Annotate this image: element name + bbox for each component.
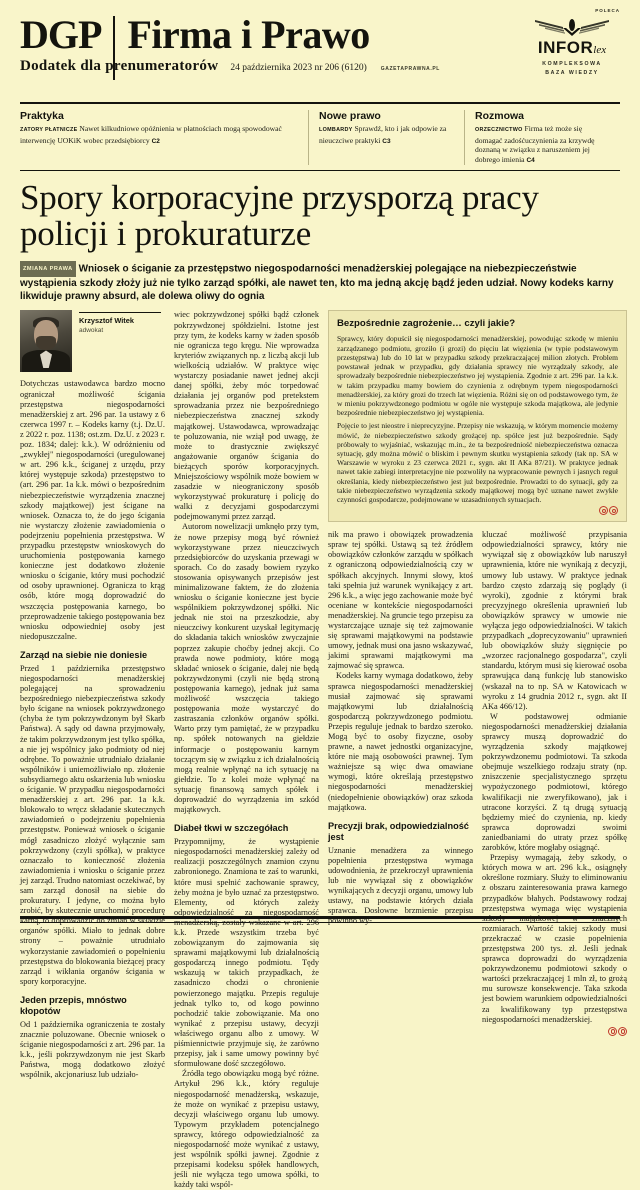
paragraph: Przed 1 października przestępstwo niegospodarności menadżerskiej polegającej na sprowadzeniu bezpośredniego niebezpieczeństwa szkody było ścigane na wniosek pokrzywdzonego (chyba że tym pokrzywdzonym był Skarb Państwa). A sądy od dawna przyjmowały, że takim pokrzywdzonym jest tylko spółka, a nie jej wspólnicy jako podmioty od niej odrębne. To poważnie utrudniało działanie wspólników i uniemożliwiało np. złożenie subsydiarnego aktu oskarżenia lub wniosku o ściganie. W przypadku niegospodarności menadżerskiej z art. 296 par. 1a k.k. blokowało to wręcz składanie skutecznych zawiadomień o podejrzeniu popełnienia przestępstw. Ponieważ wniosek o ściganie mógł zasadniczo złożyć wyłącznie sam pokrzywdzony (czyli spółka), w praktyce oznaczało to konieczność złożenia zawiadomienia i wniosku o ściganie przez jej zarząd. Trudno natomiast oczekiwać, by sam zarząd donosił na siebie do prokuratury. I jedyne, co można było zrobić, by skutecznie uruchomić procedurę karną, to doprowadzić do zmian w składzie organów spółki. Miało to jednak dobre strony – poważnie utrudniało wykorzystanie zawiadomień o popełnieniu przestępstwa do blokowania bieżącej pracy zarząd i wikłania organów ścigania w spory korporacyjne. bbox=[20, 663, 165, 986]
section-heading: Diabeł tkwi w szczegółach bbox=[174, 823, 289, 834]
teaser-heading: Nowe prawo bbox=[319, 110, 381, 122]
paragraph: Uznanie menadżera za winnego popełnienia przestępstwa wymaga udowodnienia, że przekroczył uprawnienia lub nie wywiązał się z obowiązków wynikających z decyzji organu, umowy lub ustawy, na podstawie których działa sprawca. Dosłowne brzmienie przepisu powinno wy- bbox=[328, 845, 473, 926]
copyright-circle-icon bbox=[609, 506, 618, 515]
masthead-subrow bbox=[20, 58, 440, 75]
article-columns-right bbox=[328, 310, 627, 1190]
teaser-kicker: ORZECZNICTWO bbox=[475, 127, 523, 133]
author-role: adwokat bbox=[79, 327, 104, 335]
article-column-1 bbox=[20, 310, 165, 1190]
byline-text bbox=[72, 310, 161, 372]
info-box-paragraph: Sprawcy, który dopuścił się niegospodarności menadżerskiej, powodując szkodę w mieniu zarządzanego podmiotu, groziło (i grozi) do pięciu lat więzienia (w typie podstawowym przestępstwa) lub do 10 lat w przypadku szkody przekraczającej milion złotych. Problem powstawał jednak w przypadku, gdy działania sprawcy nie wyrządzały szkody, ale sprowadzały bezpośrednie niebezpieczeństwo jej wystąpienia. Zgodnie z art. 296 par. 1a k.k. w takim przypadku mamy bowiem do czynienia z odrębnym typem niegospodarności menadżerskiej, za który grozi do trzech lat więzienia. Różni się on od podstawowego tym, że w mieniu pokrzywdzonego podmiotu w ogóle nie występuje szkoda majątkowa, ale jedynie bezpośrednie niebezpieczeństwo jej wystąpienia. bbox=[337, 334, 618, 418]
infor-tagline-1: KOMPLEKSOWA bbox=[542, 61, 602, 67]
copyright-mark-icon bbox=[337, 506, 618, 515]
author-photo bbox=[20, 310, 72, 372]
dgp-logo: DGP bbox=[20, 12, 102, 57]
teaser-text: Nawet kilkudniowe opóźnienia w płatnościach mogą spowodować interwencję UOKiK wobec przedsiębiorcy bbox=[20, 124, 282, 145]
teaser-kicker: ZATORY PŁATNICZE bbox=[20, 127, 78, 133]
teaser-kicker: LOMBARDY bbox=[319, 127, 353, 133]
article-lead bbox=[20, 261, 620, 303]
paragraph: Przepisy wymagają, żeby szkody, o których mowa w art. 296 k.k., osiągnęły określone rozmiary. Służy to eliminowaniu z obszaru zainteresowania prawa karnego przypadków błahych. Podstawowy rodzaj przestępstwa wymaga więc wystąpienia szkody majątkowej w znacznych rozmiarach. Wartość takiej szkody musi przekraczać w czasie popełnienia przestępstwa 200 tys. zł. Jeśli jednak sprawca doprowadzi do wyrządzenia pokrzywdzonemu podmiotowi szkody o wartości przekraczającej 1 mln zł, to grożą mu surowsze konsekwencje. Taka szkoda jest bowiem warunkiem odpowiedzialności za kwalifikowany typ przestępstwa niegospodarności menadżerskiej. bbox=[482, 853, 627, 1024]
photo-beard bbox=[36, 336, 56, 350]
teaser-heading: Rozmowa bbox=[475, 110, 525, 122]
paragraph: Autorom nowelizacji umknęło przy tym, że nowe przepisy mogą być również wykorzystywane przez nieuczciwych przedsiębiorców do uzyskania przewagi w sporach. Co do zasady bowiem ryzyko stosowania opisywanych przepisów jest minimalizowane faktem, że do złożenia wniosku o ściganie konieczne jest bycie wspólnikiem pokrzywdzonej spółki. Nic jednak nie stoi na przeszkodzie, aby nieuczciwy konkurent uzyskał legitymację do składania takich wniosków zwyczajnie poprzez zakupie choćby jednej akcji. Co prawda nowe podmioty, które mogą składać wniosek o ściganie, dalej nie będą pokrzywdzonymi (czyli nie będą stroną postępowania karnego), jednak już sama możliwość wszczęcia takiego postępowania może wystarczyć do zastraszania członków organów spółki. Warto przy tym pamiętać, że w przypadku np. spółek notowanych na giełdzie informacje o postępowaniu karnym toczącym się w związku z ich działalnością mogą realnie wpłynąć na ich sytuację na giełdzie. To z kolei może wpłynąć na sytuację finansową samych spółek i doprowadzić do wyrządzenia im szkód majątkowych. bbox=[174, 522, 319, 815]
masthead-subtitle: Dodatek dla prenumeratorów bbox=[20, 58, 219, 74]
article-body bbox=[20, 310, 627, 1190]
info-box-title: Bezpośrednie zagrożenie… czyli jakie? bbox=[337, 318, 516, 330]
infor-eagle-icon bbox=[533, 16, 611, 38]
paragraph: Dotychczas ustawodawca bardzo mocno ograniczał możliwość ścigania przestępstwa niegospodarności menadżerskiej z art. 296 par. 1a ustawy z 6 czerwca 1997 r. – Kodeks karny (t.j. Dz.U. z 2022 r. poz. 1138; ost.zm. Dz.U. z 2023 r. poz. 1834; dalej: k.k.). W odróżnieniu od „zwykłej" niegospodarności (uregulowanej w art. 296 k.k., ściganej z urzędu, przy której występuje szkoda) przestępstwo to (art. 296 par. 1a k.k. mówi o bezpośrednim niebezpieczeństwie wyrządzenia znacznej szkody majątkowej) jest ścigane na wniosek. Oznacza to, że do jego ścigania nie wystarczy złożenie zawiadomienia o podejrzeniu popełnienia przestępstwa. W przypadku przestępstw wnioskowych do uruchomienia postępowania karnego konieczne jest dodatkowo złożenie wniosku o ściganie, który musi pochodzić od osoby uprawnionej. Ogranicza to krąg osób, które mogą doprowadzić do wszczęcia postępowania karnego, bo przeprowadzenie takiego postępowania bez wniosku odpowiedniej osoby jest niedopuszczalne. bbox=[20, 379, 165, 641]
section-heading: Precyzji brak, odpowiedzialność jest bbox=[328, 820, 469, 842]
teaser-item[interactable] bbox=[20, 110, 308, 165]
infor-tagline-2: BAZA WIEDZY bbox=[545, 70, 599, 76]
teaser-page-ref[interactable]: C3 bbox=[382, 137, 391, 145]
teaser-text: Sprawdź, kto i jak odpowie za nieuczciwe praktyki bbox=[319, 124, 447, 145]
masthead-date: 24 października 2023 nr 206 (6120) bbox=[230, 63, 367, 73]
paragraph: Kodeks karny wymaga dodatkowo, żeby sprawca niegospodarności menadżerskiej musiał zajmować się sprawami majątkowymi lub działalnością gospodarczą pokrzywdzonego podmiotu. Przepis reguluje jednak to bardzo szeroko. Mogą być to osoby fizyczne, osoby prawne, a nawet jednostki organizacyjne, które nie mają osobowości prawnej. Tym ważniejsze są więc dwa omawiane wymogi, które określają przestępstwo niegospodarności menadżerskiej (niedopełnienie obowiązków) oraz szkoda majątkowa. bbox=[328, 671, 473, 812]
teaser-heading: Praktyka bbox=[20, 110, 64, 122]
article-column-2 bbox=[174, 310, 319, 1190]
paragraph: wiec pokrzywdzonej spółki bądź członek pokrzywdzonej spółdzielni. Istotne jest przy tym, że kodeks karny w żaden sposób nie ogranicza tego kręgu. Nie wprowadza kryteriów związanych np. z liczbą akcji lub wielkością udziałów. W praktyce więc wystarczy posiadanie nawet jednej akcji danej spółki, żeby móc torpedować działania jej organów pod pretekstem sprowadzania przez nie bezpośredniego niebezpieczeństwa znacznej szkody majątkowej. Ustawodawca, wprowadzając te poluzowania, nie wziął pod uwagę, że może to drastycznie zwiększyć angażowanie organów ścigania do bieżących sporów korporacyjnych. Mniejszościowy wspólnik może bowiem w zasadzie w nieograniczony sposób wykorzystywać prokuraturę i policję do walki z decyzjami gospodarczymi podejmowanymi przez zarząd. bbox=[174, 310, 319, 522]
footer-rule-thick bbox=[20, 916, 620, 919]
right-subcolumns bbox=[328, 530, 627, 1036]
paragraph: Źródła tego obowiązku mogą być różne. Artykuł 296 k.k., który reguluje niegospodarność menadżerską, wskazuje, że może on wynikać z przepisu ustawy, decyzji właściwego organu lub umowy. Typowym przykładem potencjalnego sprawcy, którego odpowiedzialność za niegospodarność może wynikać z ustawy, jest wspólnik spółki jawnej. Zgodnie z przepisami kodeksu spółek handlowych, jeśli nie wyłącza tego umowa spółki, to każdy taki wspól- bbox=[174, 1069, 319, 1190]
teaser-body bbox=[20, 124, 298, 146]
teaser-bar bbox=[20, 104, 620, 170]
section-heading: Jeden przepis, mnóstwo kłopotów bbox=[20, 994, 127, 1016]
byline bbox=[20, 310, 165, 372]
article-column-3 bbox=[328, 530, 473, 1036]
article-column-4 bbox=[482, 530, 627, 1036]
infor-lex: lex bbox=[593, 44, 607, 56]
poleca-label: POLECA bbox=[595, 8, 620, 13]
teaser-item[interactable] bbox=[464, 110, 620, 165]
teaser-body bbox=[319, 124, 454, 146]
lead-badge: ZMIANA PRAWA bbox=[20, 261, 76, 277]
lead-text: Wniosek o ściganie za przestępstwo niegospodarności menadżerskiej polegające na niebezpieczeństwie wystąpienia szkody złoży już nie tylko zarząd spółki, ale nawet ten, kto ma jedną akcję bądź jeden udział. Nowy kodeks karny likwiduje prawny absurd, ale dolewa oliwy do ognia bbox=[20, 263, 614, 303]
masthead bbox=[20, 0, 620, 100]
article-headline: Spory korporacyjne przysporzą pracy policji i prokuraturze bbox=[20, 178, 539, 254]
author-name: Krzysztof Witek bbox=[79, 316, 134, 326]
infor-brand: INFOR bbox=[537, 38, 594, 57]
infor-badge bbox=[524, 8, 620, 77]
copyright-mark-icon bbox=[482, 1027, 627, 1036]
teaser-item[interactable] bbox=[308, 110, 464, 165]
paragraph: kluczać możliwość przypisania odpowiedzialności sprawcy, który nie wywiązał się z obowiązków lub naruszył uprawnienia, które nie wynikają z decyzji, umowy lub ustawy. W praktyce jednak bardzo często zdarzają się poglądy (i wyroki), zgodnie z którymi brak precyzyjnego określenia uprawnień lub obowiązków sprawcy w umowie nie wyłącza jego odpowiedzialności. W takich przypadkach „doprecyzowaniu" uprawnień lub obowiązków służy sięgnięcie po „wzorzec racjonalnego gospodarza", czyli standardu, którym musi się kierować osoba sprawująca daną funkcję lub stanowisko (wskazał na to np. SA w Katowicach w wyroku z 14 grudnia 2012 r., sygn. akt II AKa 466/12). bbox=[482, 530, 627, 711]
info-box-paragraph: Pojęcie to jest nieostre i nieprecyzyjne. Przepisy nie wskazują, w którym momencie możemy mówić, że niebezpieczeństwo szkody grożącej np. spółce jest już bezpośrednie. Sądy próbowały to wyjaśniać, wskazując m.in., że ta bezpośredniość niebezpieczeństwa oznacza sytuację, gdy można mówić o bliskim i pewnym skutku wystąpienia szkody (tak np. SA w Warszawie w wyroku z 23 czerwca 2021 r., sygn. akt II AKa 87/21). W praktyce jednak nawet takie zabiegi interpretacyjne nie pozwoliły na wypracowanie pewnych i jasnych reguł określania, kiedy niebezpieczeństwo jest już bezpośrednie. Prowadzi to do sytuacji, gdy za takie niebezpieczeństwo wyrządzenia szkody majątkowej mogą być uznane nawet zwykłe czynności gospodarcze, podejmowane w uzasadnionych sytuacjach. bbox=[337, 421, 618, 504]
supplement-title: Firma i Prawo bbox=[127, 12, 370, 57]
paragraph: W podstawowej odmianie niegospodarności menadżerskiej działania sprawcy muszą doprowadzić do wyrządzenia szkody majątkowej pokrzywdzonemu podmiotowi. Ta szkoda obejmuje wszelkiego rodzaju straty (np. zniszczenie specjalistycznego sprzętu wypożyczonego podmiotowi, którego kwalifikacji nie zweryfikowano), jak i utracone korzyści. Z tą drugą sytuacją będziemy mieć do czynienia, np. kiedy sprawca doprowadzi swoimi zaniedbaniami do utraty przez spółkę zarobków, które mogłaby osiągnąć. bbox=[482, 711, 627, 853]
paragraph: nik ma prawo i obowiązek prowadzenia spraw tej spółki. Ustawą są też źródłem obowiązków członków zarządu w spółkach z ograniczoną odpowiedzialnością czy w spółkach akcyjnych. Innymi słowy, ktoś taki spełnia już warunek wynikający z art. 296 k.k., a więc jego zachowanie może być oceniane w kontekście niegospodarności menadżerskiej. Na gruncie tego przepisu za wystarczające uznaje się też zajmowanie się sprawami majątkowymi na podstawie umowy, jednak musi ona jasno wskazywać, jakimi sprawami majątkowymi ma zajmować się sprawca. bbox=[328, 530, 473, 671]
teaser-rule bbox=[20, 170, 620, 171]
paragraph: Przypomnijmy, że wystąpienie niegospodarności menadżerskiej zależy od realizacji poszczególnych znamion czynu zabronionego. Znamiona te zaś to warunki, które musi spełnić zachowanie sprawcy, żeby można je było uznać za przestępstwo. Elementy, od których zależy odpowiedzialność za niegospodarność menadżerską, zostały wskazane w art. 296 k.k. Przede wszystkim trzeba być zobowiązanym do zajmowania się sprawami majątkowymi lub działalnością gospodarczą innego podmiotu. Tędy wskazują w takich przypadkach, że zasadniczo chodzi o chronienie powierzonego majątku. Przepis reguluje jednak tylko to, od kogo powinno pochodzić takie zobowiązanie. Ma ono wynikać z przepisu ustawy, decyzji właściwego organu albo z umowy. W piśmiennictwie przyjmuje się, że zarówno przepisy, jak i same umowy powinny być sformułowane dość szczegółowo. bbox=[174, 837, 319, 1069]
teaser-page-ref[interactable]: C2 bbox=[151, 137, 160, 145]
masthead-website: GAZETAPRAWNA.PL bbox=[380, 66, 440, 72]
copyright-circle-icon bbox=[608, 1027, 617, 1036]
teaser-text: Firma też może się domagać zadośćuczynienia za krzywdę doznaną w związku z naruszeniem jej dobrego imienia bbox=[475, 124, 595, 164]
teaser-body bbox=[475, 124, 610, 165]
footer-rule-thin bbox=[20, 922, 620, 923]
info-box bbox=[328, 310, 627, 522]
byline-rule bbox=[79, 312, 161, 313]
copyright-circle-icon bbox=[618, 1027, 627, 1036]
teaser-page-ref[interactable]: C4 bbox=[526, 156, 535, 164]
paragraph: Od 1 października ograniczenia te zostały znacznie poluzowane. Obecnie wniosek o ściganie niegospodarności z art. 296 par. 1a k.k., jeśli pokrzywdzonym nie jest Skarb Państwa, mogą dodatkowo złożyć wspólnik, akcjonariusz lub udziało- bbox=[20, 1019, 165, 1080]
section-heading: Zarząd na siebie nie doniesie bbox=[20, 649, 148, 660]
copyright-circle-icon bbox=[599, 506, 608, 515]
infor-wordmark bbox=[524, 39, 620, 59]
